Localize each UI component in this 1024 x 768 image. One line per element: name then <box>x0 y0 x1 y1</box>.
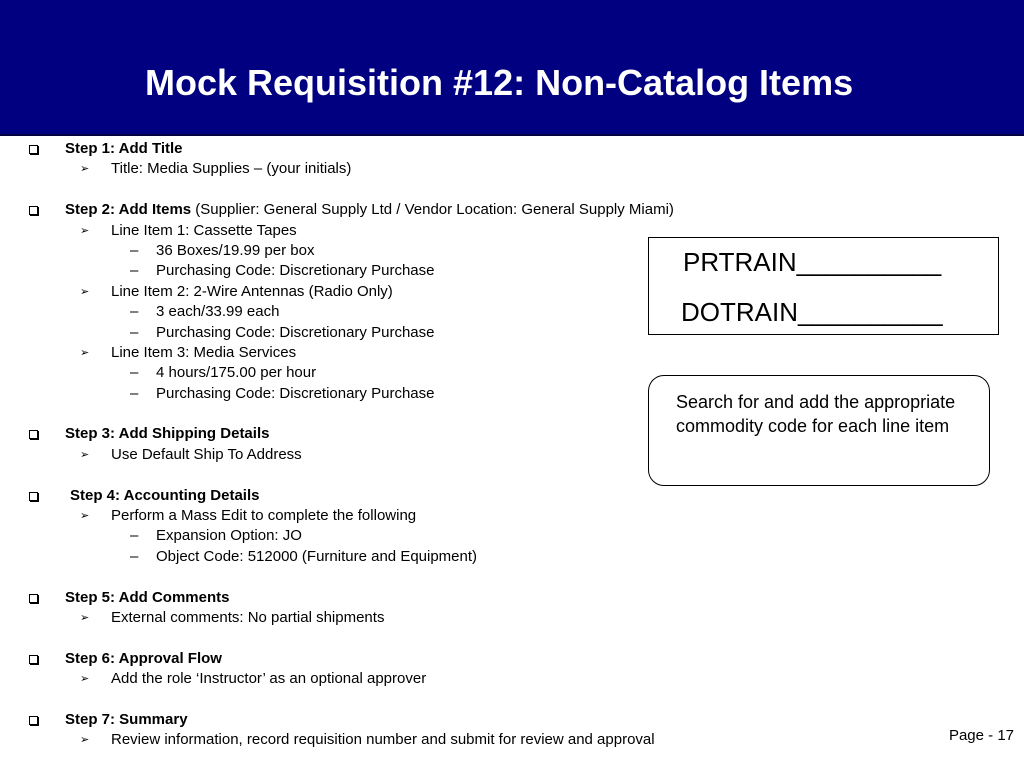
dotrain-line: DOTRAIN__________ <box>681 297 943 327</box>
sub-item-text: Title: Media Supplies – (your initials) <box>111 160 352 178</box>
sub-item-text: Line Item 2: 2-Wire Antennas (Radio Only) <box>111 282 393 300</box>
detail-item <box>0 526 760 546</box>
arrow-bullet-icon: ➢ <box>80 285 90 298</box>
checkbox-bullet-icon <box>29 430 38 439</box>
step-label: Step 2: Add Items <box>65 201 192 219</box>
sub-item-text: Line Item 1: Cassette Tapes <box>111 221 297 239</box>
sub-item <box>0 730 760 750</box>
detail-text: Purchasing Code: Discretionary Purchase <box>156 384 435 402</box>
slide-title: Mock Requisition #12: Non-Catalog Items <box>145 62 854 103</box>
page-number: Page - 17 <box>948 727 1014 744</box>
dash-bullet-icon: – <box>130 364 139 382</box>
arrow-bullet-icon: ➢ <box>80 611 90 624</box>
dash-bullet-icon: – <box>130 384 139 402</box>
prtrain-line: PRTRAIN__________ <box>683 247 942 277</box>
checkbox-bullet-icon <box>29 594 38 603</box>
dash-bullet-icon: – <box>130 547 139 565</box>
checkbox-bullet-icon <box>29 655 38 664</box>
step-extra: (Supplier: General Supply Ltd / Vendor Location: General Supply Miami) <box>191 201 674 219</box>
dash-bullet-icon: – <box>130 241 139 259</box>
arrow-bullet-icon: ➢ <box>80 448 90 461</box>
detail-text: Purchasing Code: Discretionary Purchase <box>156 323 435 341</box>
sub-item <box>0 506 760 526</box>
step-label: Step 1: Add Title <box>65 140 183 157</box>
sub-item <box>0 159 760 179</box>
detail-text: Object Code: 512000 (Furniture and Equipment) <box>156 547 478 565</box>
detail-item <box>0 261 760 281</box>
sub-item <box>0 221 760 241</box>
step-item <box>0 710 760 730</box>
arrow-bullet-icon: ➢ <box>80 163 90 176</box>
sub-item <box>0 608 760 628</box>
sub-item <box>0 445 760 465</box>
train-code-box <box>648 237 999 335</box>
arrow-bullet-icon: ➢ <box>80 734 90 747</box>
step-label: Step 7: Summary <box>65 710 188 728</box>
detail-text: 4 hours/175.00 per hour <box>156 364 317 382</box>
sub-item-text: Review information, record requisition number and submit for review and approval <box>111 731 655 749</box>
checkbox-bullet-icon <box>29 206 38 215</box>
checkbox-bullet-icon <box>29 492 38 501</box>
step-label: Step 4: Accounting Details <box>70 486 260 504</box>
dash-bullet-icon: – <box>130 323 139 341</box>
detail-text: 3 each/33.99 each <box>156 303 280 321</box>
detail-text: Expansion Option: JO <box>156 527 302 545</box>
step-label: Step 5: Add Comments <box>65 588 230 606</box>
dash-bullet-icon: – <box>130 527 139 545</box>
sub-item-text: Use Default Ship To Address <box>111 445 302 463</box>
checkbox-bullet-icon <box>29 716 38 725</box>
sub-item-text: Add the role ‘Instructor’ as an optional approver <box>111 670 427 688</box>
detail-item <box>0 241 760 261</box>
commodity-code-callout: Search for and add the appropriate commodity code for each line item <box>648 375 990 486</box>
step-item <box>0 139 760 159</box>
detail-text: 36 Boxes/19.99 per box <box>156 241 315 259</box>
detail-item <box>0 302 760 322</box>
detail-item <box>0 384 760 404</box>
detail-text: Purchasing Code: Discretionary Purchase <box>156 262 435 280</box>
arrow-bullet-icon: ➢ <box>80 224 90 237</box>
dash-bullet-icon: – <box>130 303 139 321</box>
step-item <box>0 649 760 669</box>
step-list <box>0 139 760 751</box>
arrow-bullet-icon: ➢ <box>80 510 90 523</box>
checkbox-bullet-icon <box>29 145 38 154</box>
detail-item <box>0 547 760 567</box>
sub-item <box>0 343 760 363</box>
dash-bullet-icon: – <box>130 262 139 280</box>
sub-item-text: Perform a Mass Edit to complete the following <box>111 507 417 525</box>
title-banner <box>0 0 1024 136</box>
sub-item <box>0 669 760 689</box>
step-item <box>0 424 760 444</box>
sub-item <box>0 282 760 302</box>
sub-item-text: External comments: No partial shipments <box>111 608 385 626</box>
arrow-bullet-icon: ➢ <box>80 346 90 359</box>
detail-item <box>0 363 760 383</box>
step-item <box>0 200 760 220</box>
step-label: Step 3: Add Shipping Details <box>65 425 270 443</box>
sub-item-text: Line Item 3: Media Services <box>111 343 297 361</box>
step-item <box>0 588 760 608</box>
step-item <box>0 486 760 506</box>
arrow-bullet-icon: ➢ <box>80 673 90 686</box>
step-label: Step 6: Approval Flow <box>65 649 222 667</box>
detail-item <box>0 323 760 343</box>
